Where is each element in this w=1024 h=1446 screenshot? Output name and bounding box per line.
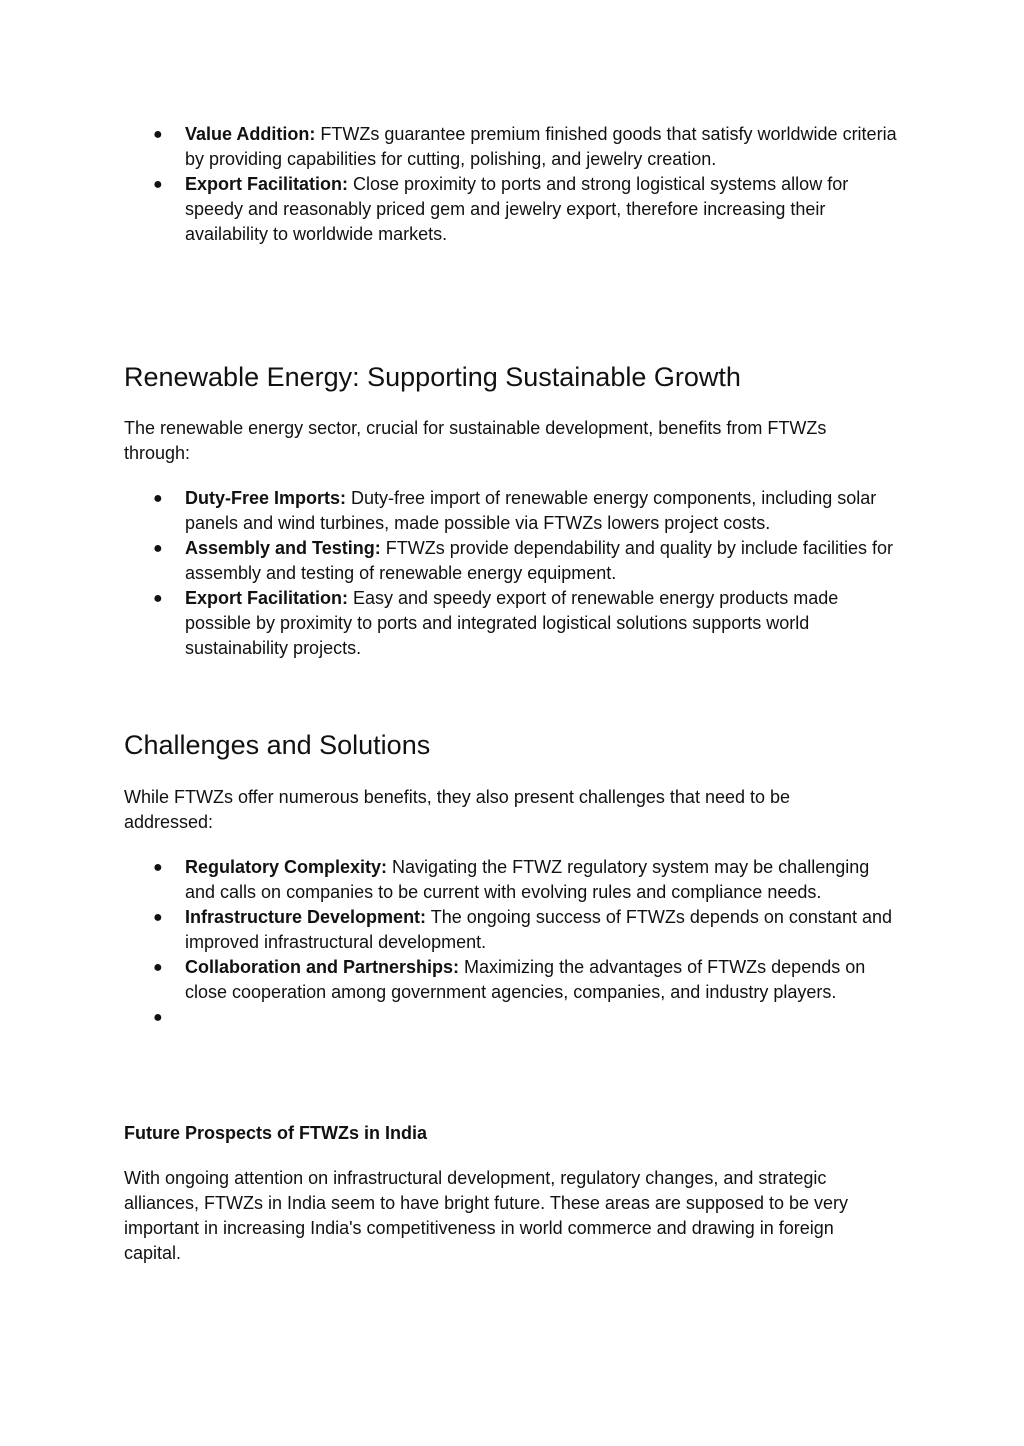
bullet-icon: ● — [153, 590, 163, 607]
bullet-icon: ● — [153, 540, 163, 557]
list-item-term: Assembly and Testing: — [185, 538, 381, 558]
list-item-term: Export Facilitation: — [185, 174, 349, 194]
bullet-icon: ● — [153, 1009, 163, 1026]
renewable-intro: The renewable energy sector, crucial for sustainable development, benefits from FTWZs through: — [124, 418, 827, 463]
list-item — [124, 536, 904, 586]
future-body: With ongoing attention on infrastructural development, regulatory changes, and strategic alliances, FTWZs in India seem to have bright future. These areas are supposed to be very important in increasing India's competitiveness in world commerce and drawing in foreign capital. — [124, 1168, 849, 1263]
renewable-list — [124, 486, 904, 661]
list-item-term: Duty-Free Imports: — [185, 488, 347, 508]
bullet-icon: ● — [153, 909, 163, 926]
list-item — [124, 486, 904, 536]
list-item-text: Duty-free import of renewable energy components, including solar panels and wind turbines, made possible via FTWZs lowers project costs. — [185, 488, 877, 533]
bullet-icon: ● — [153, 176, 163, 193]
renewable-heading: Renewable Energy: Supporting Sustainable Growth — [124, 362, 741, 392]
list-item-term: Value Addition: — [185, 124, 316, 144]
bullet-icon: ● — [153, 490, 163, 507]
list-item — [124, 172, 904, 247]
list-item-text: Navigating the FTWZ regulatory system may be challenging and calls on companies to be current with evolving rules and compliance needs. — [185, 857, 870, 902]
list-item — [124, 855, 904, 905]
challenges-heading: Challenges and Solutions — [124, 730, 431, 760]
challenges-list — [124, 855, 904, 1030]
list-item-term: Export Facilitation: — [185, 588, 349, 608]
future-heading: Future Prospects of FTWZs in India — [124, 1123, 428, 1143]
list-item-text: FTWZs provide dependability and quality by include facilities for assembly and testing of renewable energy equipment. — [185, 538, 893, 583]
list-item-text: FTWZs guarantee premium finished goods that satisfy worldwide criteria by providing capabilities for cutting, polishing, and jewelry creation. — [185, 124, 897, 169]
challenges-intro: While FTWZs offer numerous benefits, they also present challenges that need to be addressed: — [124, 787, 791, 832]
list-item-text: Maximizing the advantages of FTWZs depends on close cooperation among government agencies, companies, and industry players. — [185, 957, 866, 1002]
list-item-text: The ongoing success of FTWZs depends on constant and improved infrastructural development. — [185, 907, 892, 952]
list-item-term: Infrastructure Development: — [185, 907, 427, 927]
bullet-icon: ● — [153, 859, 163, 876]
list-item — [124, 905, 904, 955]
list-item-text: Close proximity to ports and strong logistical systems allow for speedy and reasonably priced gem and jewelry export, therefore increasing their availability to worldwide markets. — [185, 174, 849, 244]
list-item-empty — [124, 1005, 904, 1030]
list-item — [124, 586, 904, 661]
bullet-icon: ● — [153, 959, 163, 976]
list-item-term: Regulatory Complexity: — [185, 857, 388, 877]
list-item-term: Collaboration and Partnerships: — [185, 957, 460, 977]
bullet-icon: ● — [153, 126, 163, 143]
list-item-text: Easy and speedy export of renewable energy products made possible by proximity to ports and integrated logistical solutions supports world sustainability projects. — [185, 588, 839, 658]
top-list — [124, 122, 904, 247]
list-item — [124, 955, 904, 1005]
list-item — [124, 122, 904, 172]
